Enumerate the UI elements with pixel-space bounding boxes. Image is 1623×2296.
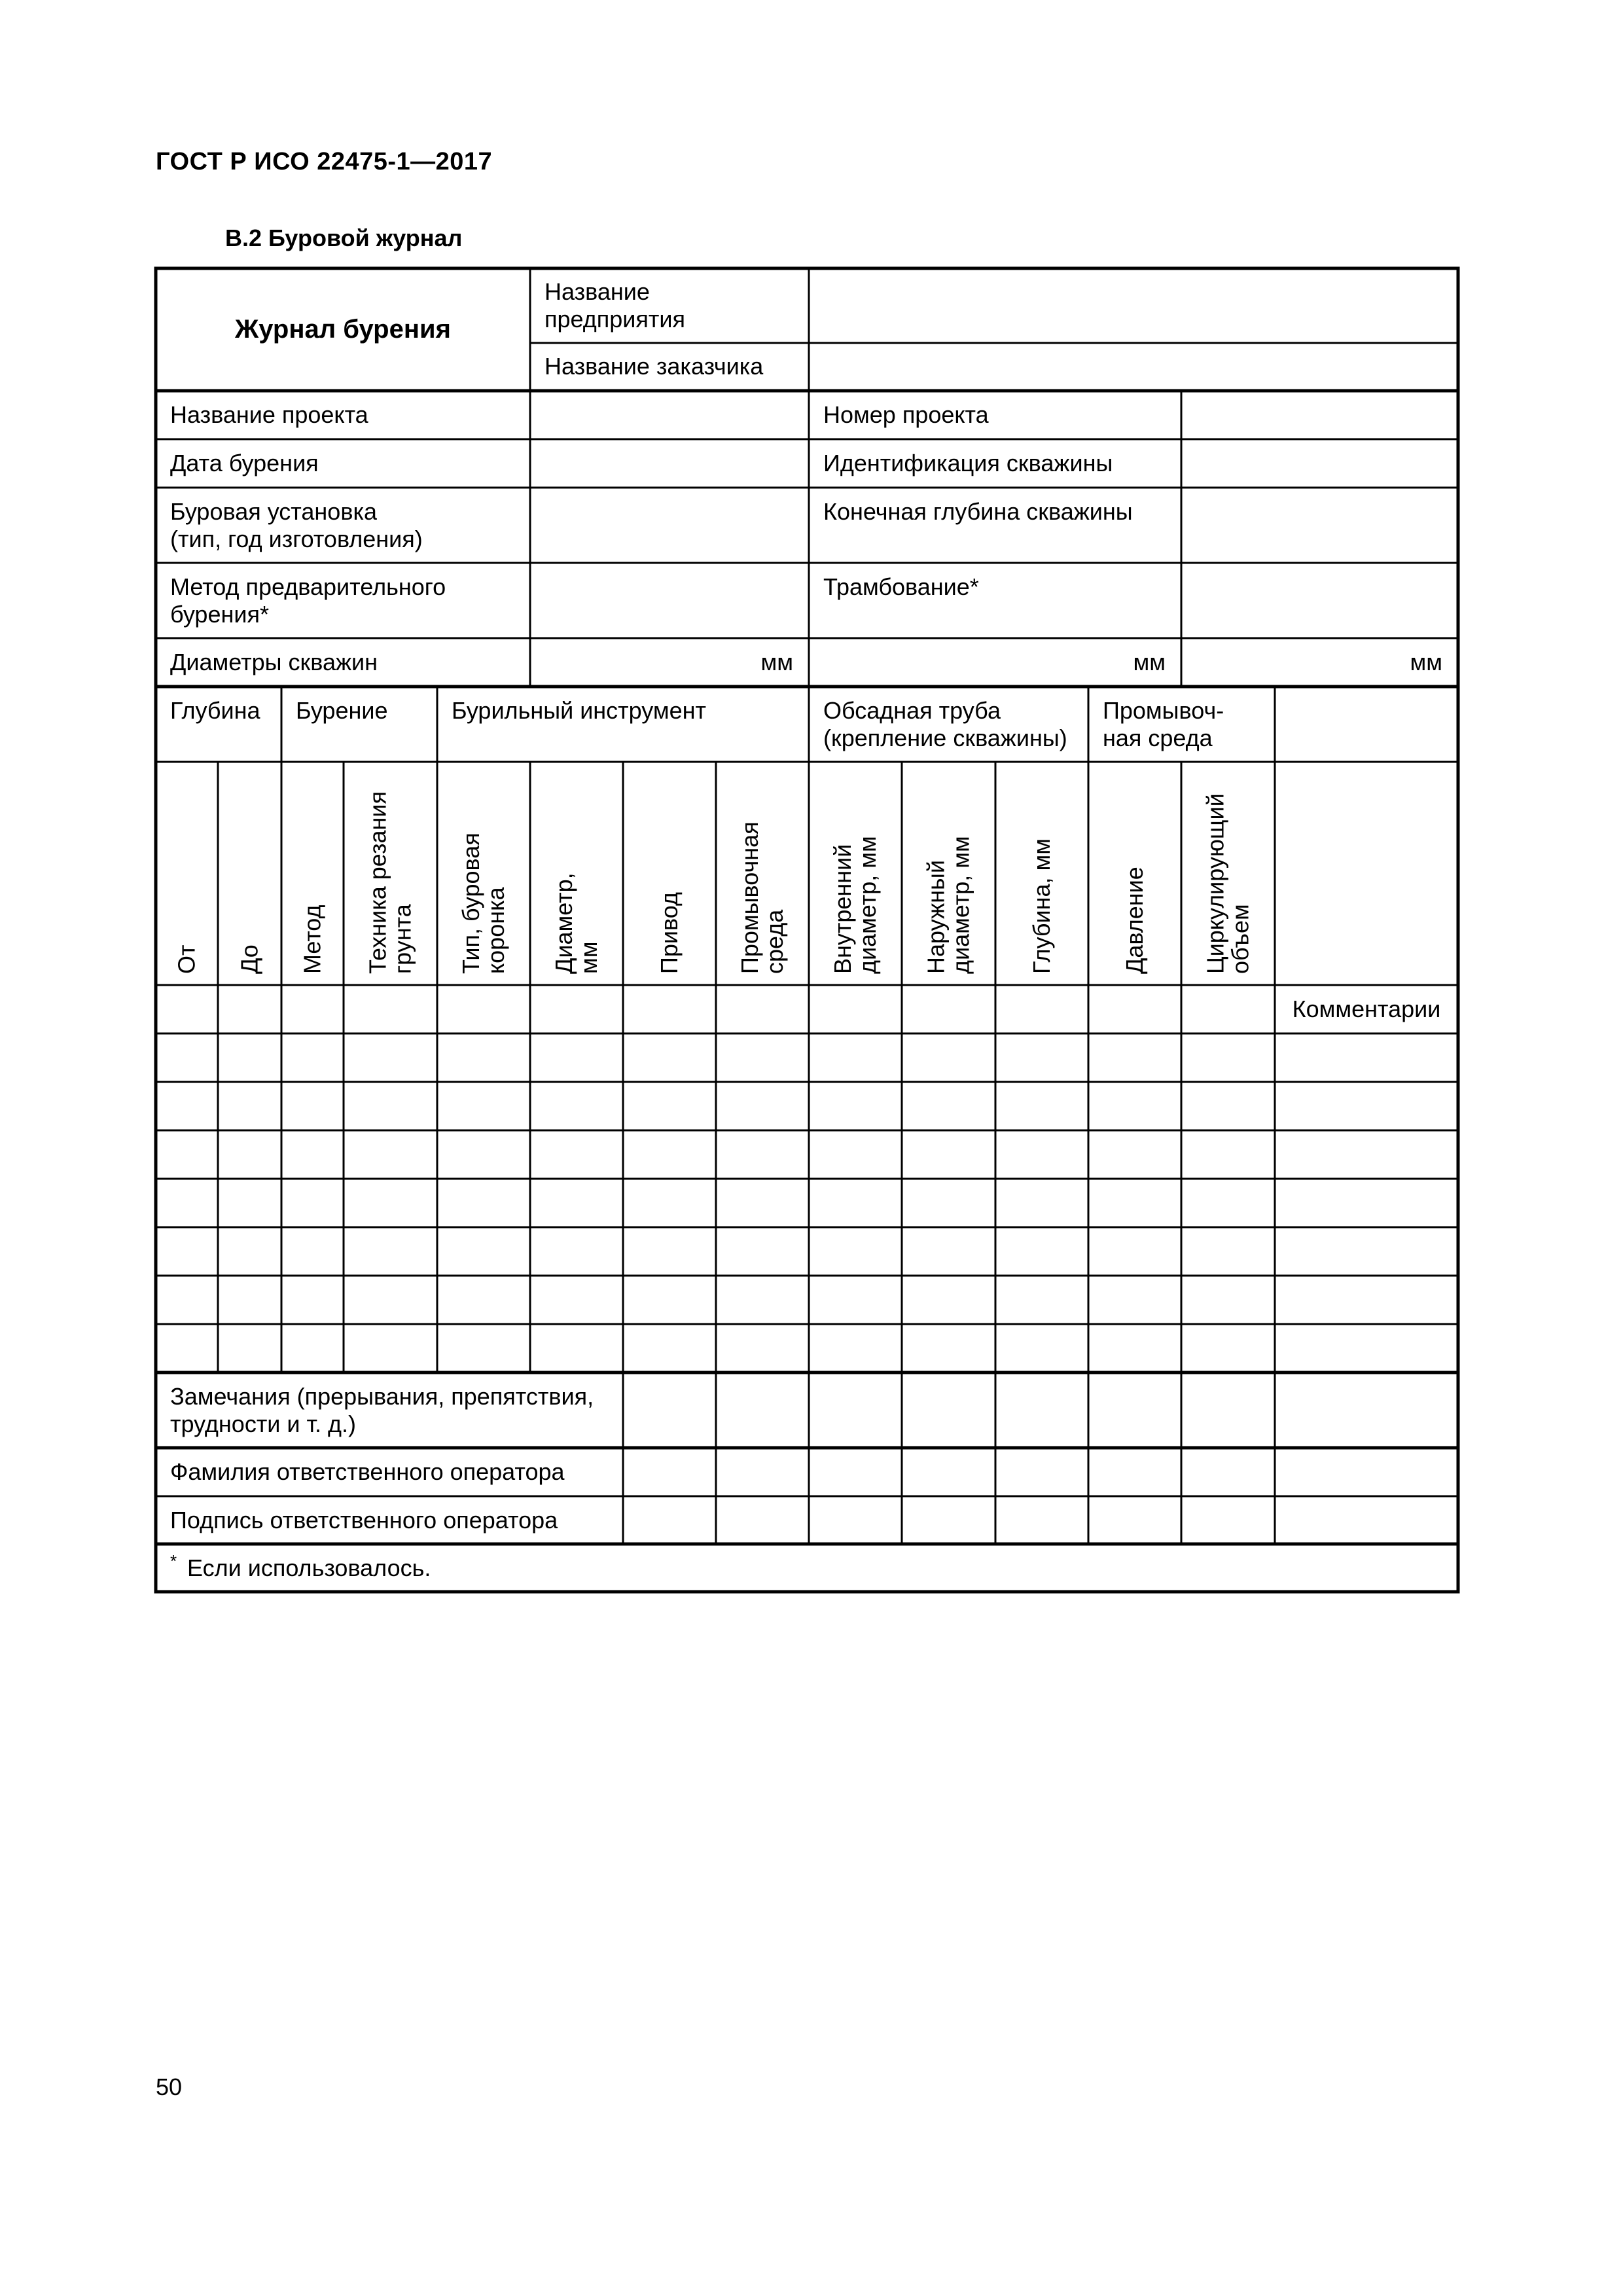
- document-id: ГОСТ Р ИСО 22475-1—2017: [156, 148, 493, 175]
- well-id-label: Идентификация скважины: [823, 450, 1113, 476]
- rig-label: Буровая установка (тип, год изготовления): [170, 498, 423, 552]
- operator-signature-label: Подпись ответственного оператора: [170, 1507, 558, 1534]
- column-header-13: Циркулирующийобъем: [1202, 793, 1254, 974]
- unit-mm-3: мм: [1410, 649, 1442, 675]
- column-header-12: Давление: [1121, 867, 1148, 974]
- column-header-7: Привод: [656, 892, 683, 974]
- group-drilling: Бурение: [296, 697, 388, 724]
- group-flush: Промывоч- ная среда: [1103, 697, 1224, 751]
- comments-label: Комментарии: [1292, 996, 1441, 1022]
- section-title: B.2 Буровой журнал: [225, 224, 463, 251]
- final-depth-label: Конечная глубина скважины: [823, 498, 1133, 525]
- project-number-label: Номер проекта: [823, 401, 989, 428]
- column-header-8: Промывочнаясреда: [736, 821, 788, 974]
- page-number: 50: [156, 2073, 183, 2100]
- column-header-3: Метод: [298, 905, 326, 974]
- group-drill-tool: Бурильный инструмент: [452, 697, 707, 724]
- column-header-6: Диаметр,мм: [550, 872, 602, 974]
- group-casing: Обсадная труба (крепление скважины): [823, 697, 1067, 751]
- column-header-1: От: [173, 944, 200, 974]
- footnote-mark: *: [170, 1551, 177, 1571]
- footnote-text: Если использовалось.: [187, 1554, 431, 1581]
- journal-title: Журнал бурения: [235, 315, 451, 344]
- column-header-5: Тип, буроваякоронка: [457, 833, 509, 974]
- pre-drilling-label: Метод предварительного бурения*: [170, 573, 446, 628]
- project-name-label: Название проекта: [170, 401, 368, 428]
- column-header-9: Внутреннийдиаметр, мм: [829, 836, 881, 974]
- column-header-11: Глубина, мм: [1028, 838, 1055, 974]
- unit-mm-2: мм: [1133, 649, 1166, 675]
- drilling-date-label: Дата бурения: [170, 450, 319, 476]
- column-headers: [173, 791, 1254, 974]
- group-depth: Глубина: [170, 697, 260, 724]
- company-name-label: Название предприятия: [544, 278, 685, 332]
- column-header-4: Техника резаниягрунта: [364, 791, 416, 974]
- compaction-label: Трамбование*: [823, 573, 979, 600]
- well-diameters-label: Диаметры скважин: [170, 649, 378, 675]
- operator-name-label: Фамилия ответственного оператора: [170, 1458, 565, 1485]
- remarks-label: Замечания (прерывания, препятствия, трудности и т. д.): [170, 1383, 594, 1437]
- column-header-10: Наружныйдиаметр, мм: [922, 836, 974, 974]
- unit-mm-1: мм: [760, 649, 793, 675]
- customer-name-label: Название заказчика: [544, 353, 764, 380]
- column-header-2: До: [236, 944, 263, 974]
